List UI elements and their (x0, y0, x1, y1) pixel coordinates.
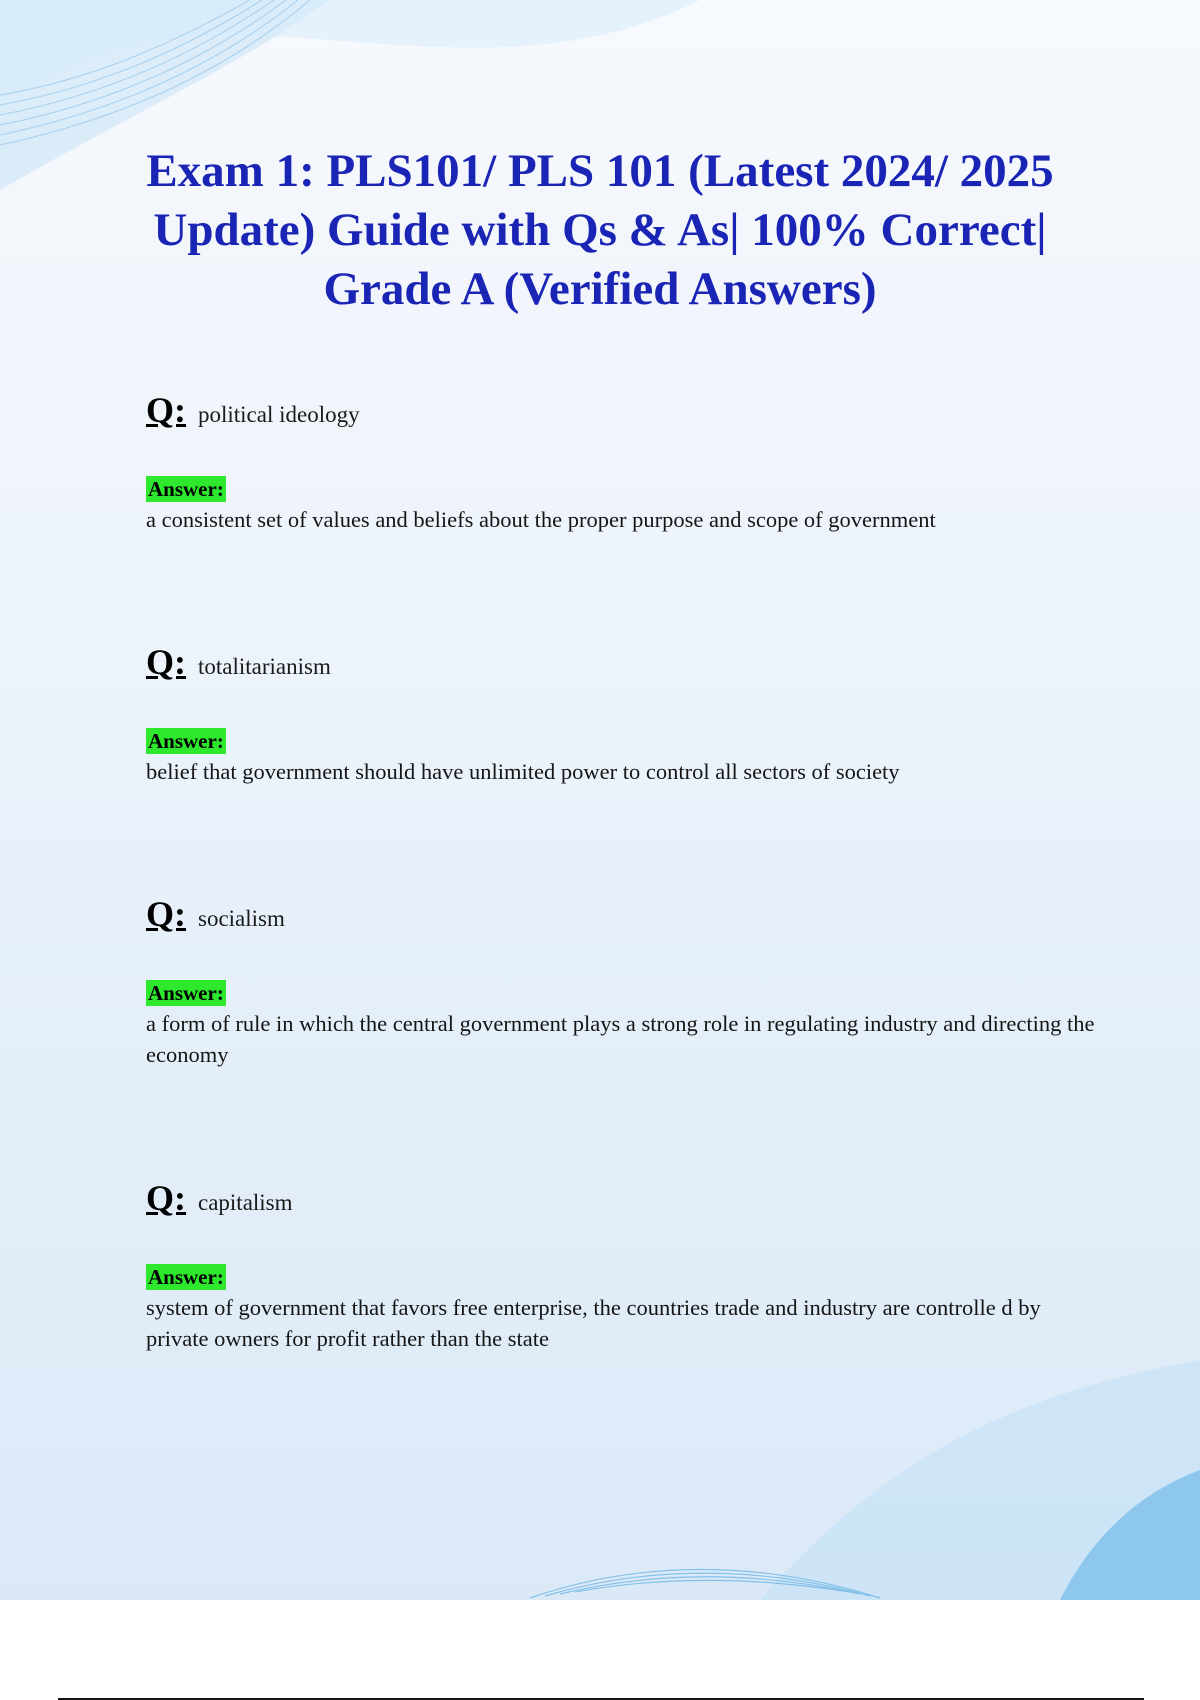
qa-item-4 (146, 1178, 1096, 1354)
question-label: Q: (146, 1178, 186, 1218)
answer-label: Answer: (148, 1265, 224, 1289)
question-label: Q: (146, 642, 186, 682)
question-label: Q: (146, 390, 186, 430)
answer-label: Answer: (148, 729, 224, 753)
answer-label: Answer: (148, 477, 224, 501)
question-text: capitalism (198, 1190, 293, 1215)
question-text: totalitarianism (198, 654, 331, 679)
answer-text: system of government that favors free enterprise, the countries trade and industry are controlle d by private owners for profit rather than the state (146, 1295, 1041, 1351)
question-label: Q: (146, 894, 186, 934)
answer-text: a consistent set of values and beliefs about the proper purpose and scope of government (146, 507, 936, 532)
answer-label: Answer: (148, 981, 224, 1005)
question-text: political ideology (198, 402, 360, 427)
qa-item-2 (146, 642, 1096, 787)
qa-item-3 (146, 894, 1096, 1070)
answer-text: belief that government should have unlimited power to control all sectors of society (146, 759, 900, 784)
question-text: socialism (198, 906, 285, 931)
qa-item-1 (146, 390, 1096, 535)
document-title: Exam 1: PLS101/ PLS 101 (Latest 2024/ 2025 Update) Guide with Qs & As| 100% Correct| Grade A (Verified Answers) (146, 145, 1054, 315)
answer-text: a form of rule in which the central government plays a strong role in regulating industry and directing the economy (146, 1011, 1095, 1067)
